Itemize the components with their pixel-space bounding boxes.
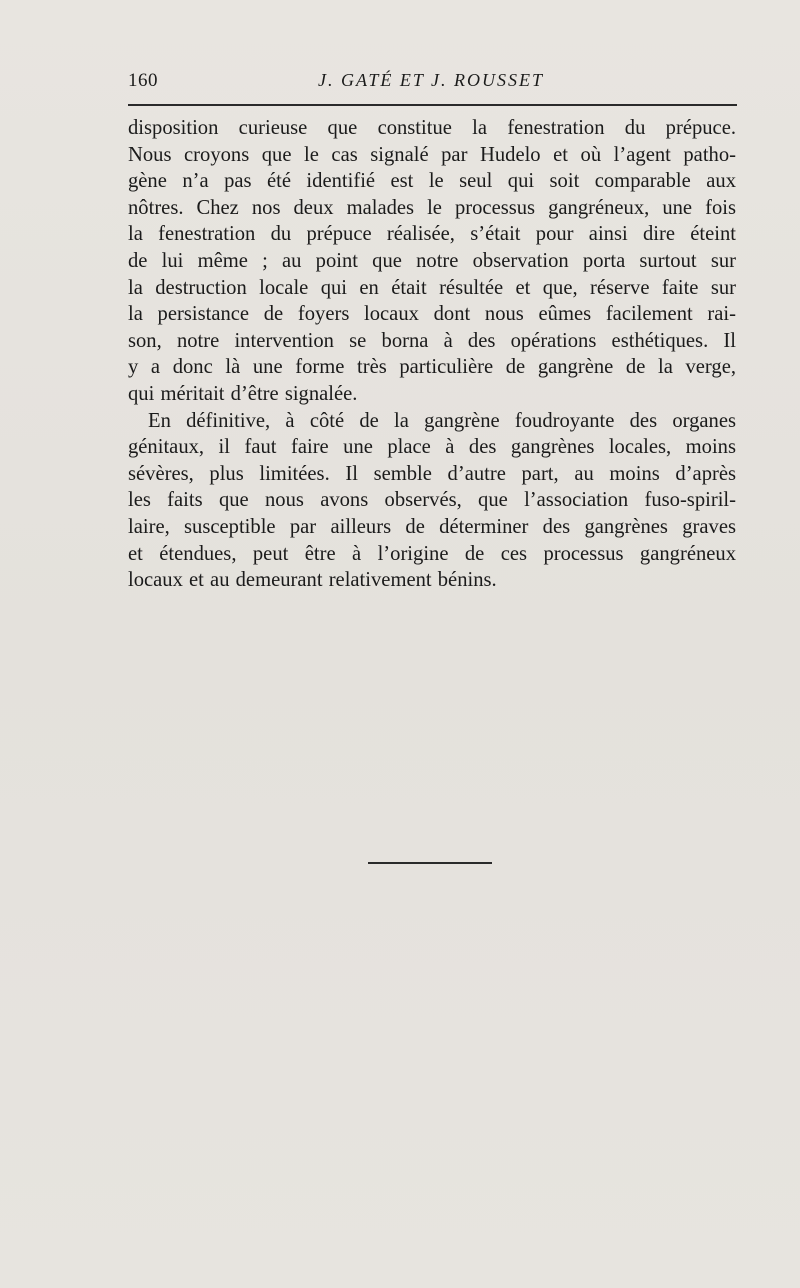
text-line: de lui même ; au point que notre observation porta surtout sur — [128, 249, 736, 272]
text-line: la persistance de foyers locaux dont nous eûmes facilement rai- — [128, 303, 736, 326]
text-line: génitaux, il faut faire une place à des gangrènes locales, moins — [128, 436, 736, 459]
body-text — [128, 115, 736, 594]
page-header — [128, 70, 736, 100]
text-line: En définitive, à côté de la gangrène foudroyante des organes — [148, 409, 736, 432]
text-line: gène n’a pas été identifié est le seul qui soit comparable aux — [128, 170, 736, 193]
text-line: et étendues, peut être à l’origine de ces processus gangréneux — [128, 542, 736, 565]
text-line: la fenestration du prépuce réalisée, s’était pour ainsi dire éteint — [128, 223, 736, 246]
text-line: y a donc là une forme très particulière de gangrène de la verge, — [128, 356, 736, 379]
text-line: locaux et au demeurant relativement bénins. — [128, 569, 497, 592]
running-head: J. GATÉ ET J. ROUSSET — [318, 70, 544, 90]
text-line: la destruction locale qui en était résultée et que, réserve faite sur — [128, 276, 736, 299]
paragraph-1 — [128, 115, 736, 408]
paragraph-2 — [128, 408, 736, 594]
header-rule — [128, 104, 737, 106]
page-number: 160 — [128, 70, 158, 91]
text-line: son, notre intervention se borna à des opérations esthétiques. Il — [128, 329, 736, 352]
end-rule — [368, 862, 492, 864]
text-line: laire, susceptible par ailleurs de déterminer des gangrènes graves — [128, 515, 736, 538]
text-line: nôtres. Chez nos deux malades le processus gangréneux, une fois — [128, 196, 736, 219]
text-line: disposition curieuse que constitue la fenestration du prépuce. — [128, 117, 736, 139]
text-line: sévères, plus limitées. Il semble d’autre part, au moins d’après — [128, 462, 736, 485]
text-line: Nous croyons que le cas signalé par Hudelo et où l’agent patho- — [128, 143, 736, 166]
text-line: les faits que nous avons observés, que l’association fuso-spiril- — [128, 489, 736, 512]
text-line: qui méritait d’être signalée. — [128, 382, 358, 405]
